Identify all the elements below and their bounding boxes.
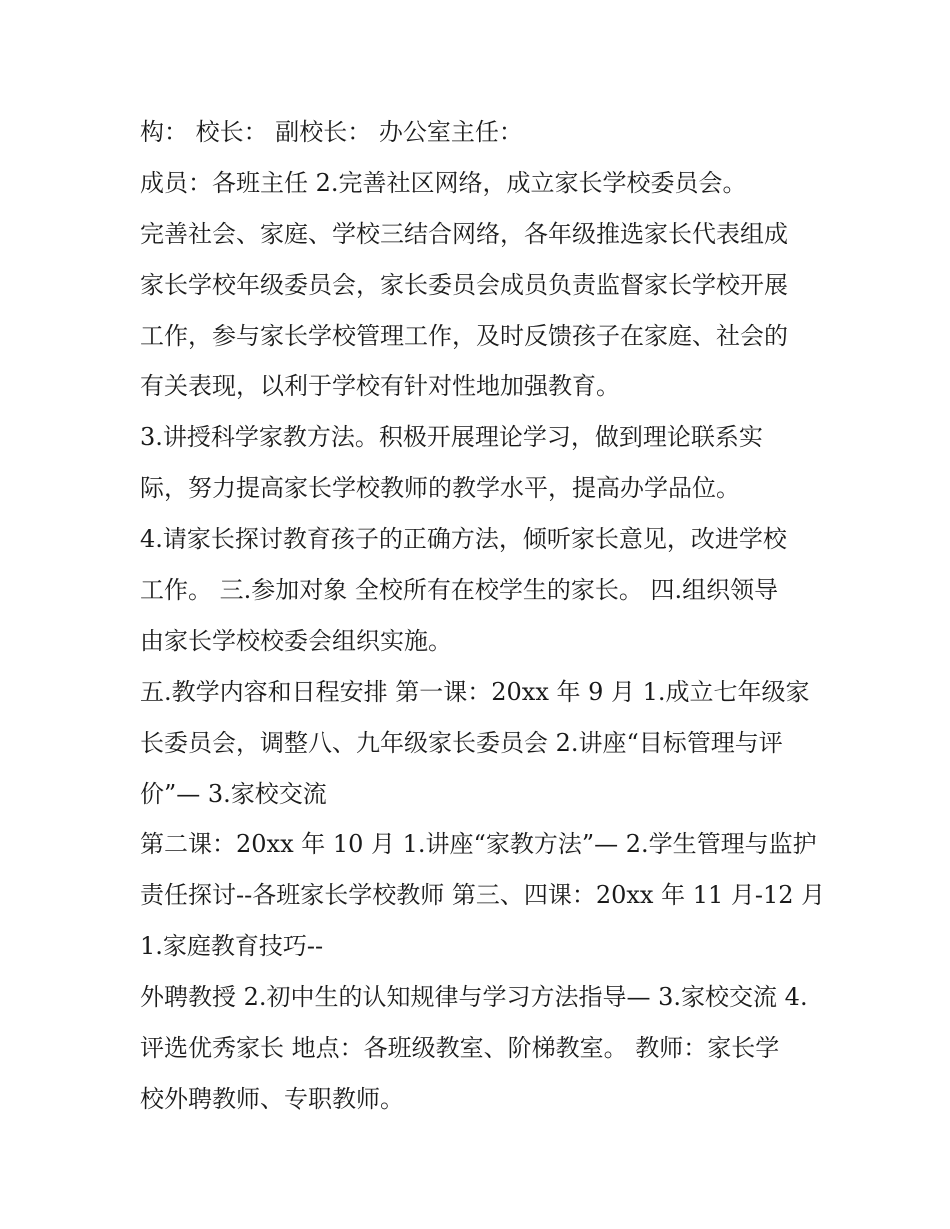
text-line: 成员：各班主任 2.完善社区网络，成立家长学校委员会。 — [140, 168, 747, 197]
text-line: 第二课：20xx 年 10 月 1.讲座“家教方法”— 2.学生管理与监护 — [140, 830, 817, 859]
text-line: 家长学校年级委员会，家长委员会成员负责监督家长学校开展 — [140, 270, 788, 299]
text-line: 外聘教授 2.初中生的认知规律与学习方法指导— 3.家校交流 4. — [140, 983, 808, 1012]
text-line: 4.请家长探讨教育孩子的正确方法，倾听家长意见，改进学校 — [140, 525, 787, 554]
text-line: 评选优秀家长 地点：各班级教室、阶梯教室。 教师：家长学 — [140, 1034, 780, 1063]
text-line: 构： 校长： 副校长： 办公室主任： — [140, 118, 523, 146]
text-line: 际，努力提高家长学校教师的教学水平，提高办学品位。 — [140, 474, 740, 503]
text-line: 五.教学内容和日程安排 第一课：20xx 年 9 月 1.成立七年级家 — [140, 677, 810, 706]
text-line: 完善社会、家庭、学校三结合网络，各年级推选家长代表组成 — [140, 219, 788, 248]
document-body — [140, 107, 830, 1125]
text-line: 工作。 三.参加对象 全校所有在校学生的家长。 四.组织领导 — [140, 576, 779, 605]
text-line: 长委员会，调整八、九年级家长委员会 2.讲座“目标管理与评 — [140, 728, 783, 757]
text-line: 校外聘教师、专职教师。 — [140, 1084, 404, 1113]
text-line: 1.家庭教育技巧-- — [140, 932, 324, 961]
text-line: 3.讲授科学家教方法。积极开展理论学习，做到理论联系实 — [140, 423, 763, 452]
text-line: 责任探讨--各班家长学校教师 第三、四课：20xx 年 11 月-12 月 — [140, 881, 826, 910]
text-line: 工作，参与家长学校管理工作，及时反馈孩子在家庭、社会的 — [140, 321, 788, 350]
text-line: 由家长学校校委会组织实施。 — [140, 626, 452, 655]
text-line: 有关表现，以利于学校有针对性地加强教育。 — [140, 372, 620, 401]
text-line: 价”— 3.家校交流 — [140, 779, 327, 808]
